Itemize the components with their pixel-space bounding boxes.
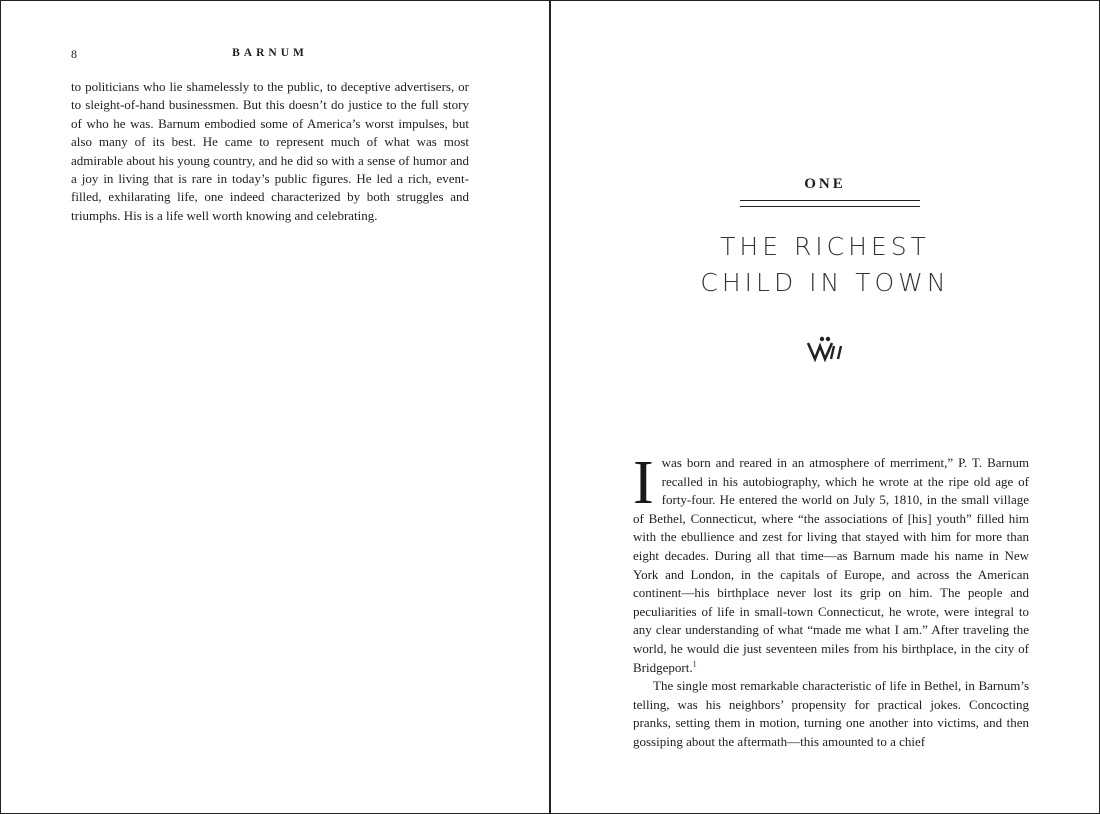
chapter-title bbox=[551, 229, 1099, 301]
chapter-number: ONE bbox=[804, 176, 846, 192]
fleuron-ornament-icon bbox=[805, 334, 845, 367]
page-number: 8 bbox=[71, 47, 77, 61]
paragraph-1 bbox=[633, 449, 1029, 677]
running-title: BARNUM bbox=[232, 47, 308, 59]
drop-cap: I bbox=[633, 449, 654, 517]
left-page bbox=[1, 0, 549, 812]
chapter-double-rule bbox=[740, 200, 920, 207]
paragraph-2: The single most remarkable characteristic of life in Bethel, in Barnum’s telling, was his neighbors’ propensity for practical jokes. Concocting pranks, setting them in motion, turning one another into victims, and then gossiping about the aftermath—this amounted to a chief bbox=[633, 678, 1029, 749]
paragraph-1-text: was born and reared in an atmosphere of merriment,” P. T. Barnum recalled in his autobiography, which he wrote at the ripe old age of forty-four. He entered the world on July 5, 1810, in the small village of Bethel, Connecticut, where “the associations of [his] youth” filled him with the ebullience and zest for living that stayed with him for more than eight decades. During all that time—as Barnum made his name in New York and London, in the capitals of Europe, and across the American continent—his birthplace never lost its grip on him. The people and peculiarities of life in small-town Connecticut, he wrote, were integral to any clear understanding of what “made me what I am.” After traveling the world, he would die just seventeen miles from his birthplace, in the city of Bridgeport. bbox=[633, 455, 1029, 675]
right-page bbox=[551, 0, 1099, 812]
chapter-title-line-2: CHILD IN TOWN bbox=[700, 268, 950, 297]
running-head bbox=[71, 47, 469, 63]
chapter-body-text bbox=[633, 449, 1029, 752]
left-page-text: to politicians who lie shamelessly to the public, to deceptive advertisers, or to sleight-of-hand businessmen. But this doesn’t do justice to the full story of who he was. Barnum embodied some of America’s worst impulses, but also many of its best. He came to represent much of what was most admirable about his young country, and he did so with a sense of humor and a joy in living that is rare in today’s public figures. He led a rich, event-filled, exhilarating life, one indeed characterized by both struggles and triumphs. His is a life well worth knowing and celebrating. bbox=[71, 79, 469, 223]
chapter-title-line-1: THE RICHEST bbox=[720, 232, 930, 261]
footnote-reference[interactable]: 1 bbox=[692, 659, 697, 669]
